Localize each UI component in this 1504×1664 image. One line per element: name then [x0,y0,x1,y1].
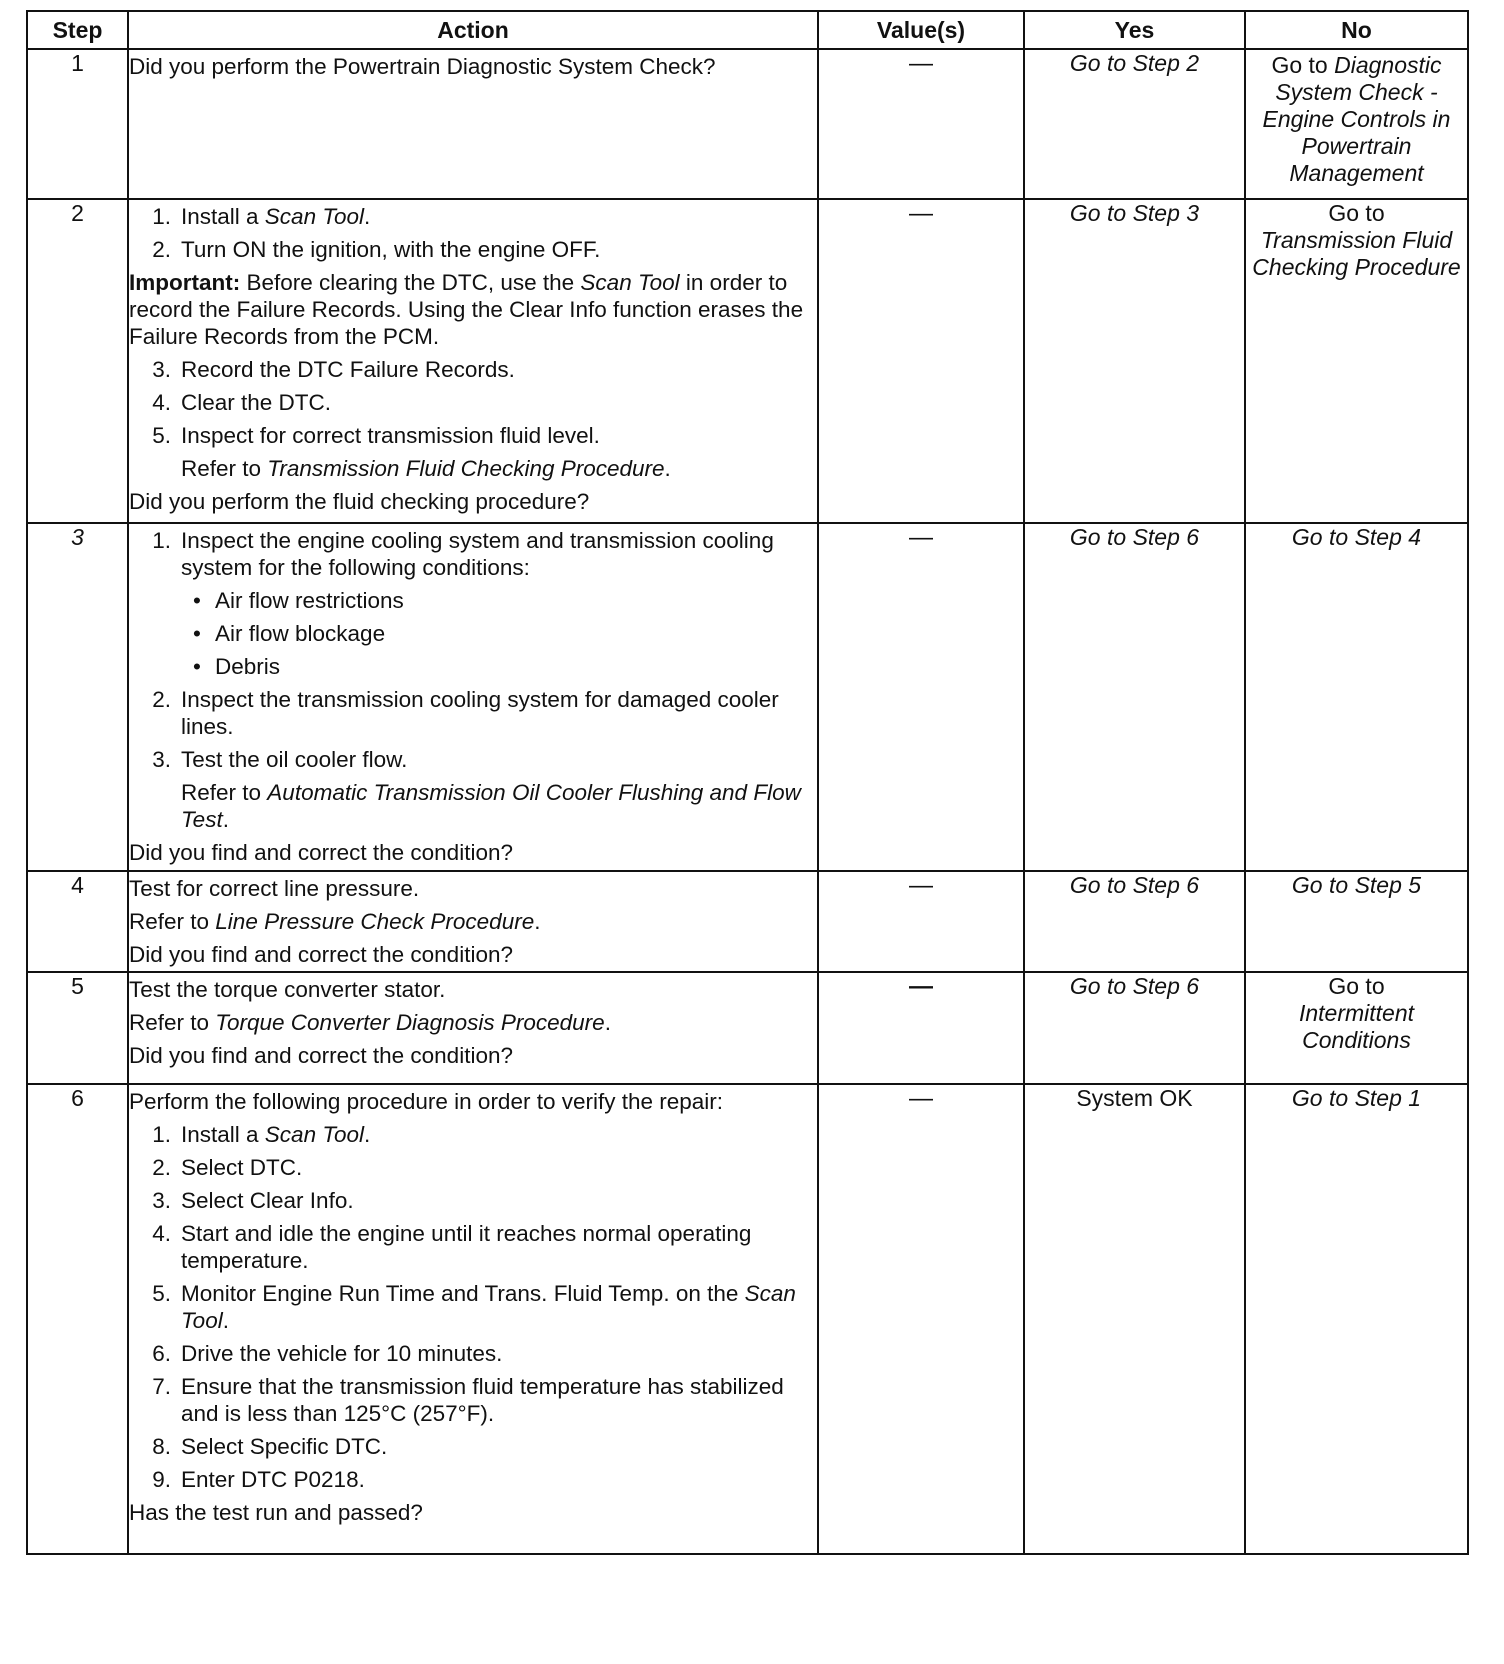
list-item: 3. Select Clear Info. [152,1188,354,1213]
reference-line: Refer to Automatic Transmission Oil Cooler Flushing and Flow Test. [181,780,801,832]
action-question: Did you perform the Powertrain Diagnostic System Check? [129,54,716,79]
header-values: Value(s) [818,11,1024,49]
list-item: 9. Enter DTC P0218. [152,1467,365,1492]
list-item: 1. Inspect the engine cooling system and transmission cooling system for the following conditions: [152,528,774,580]
header-row [27,11,1468,49]
value-cell: — [818,523,1024,871]
important-note: Important: Before clearing the DTC, use the Scan Tool in order to record the Failure Records. Using the Clear Info function erases the Failure Records from the PCM. [129,270,804,349]
action-cell [128,199,818,523]
no-cell: Go to Step 1 [1245,1084,1468,1554]
action-line: Test for correct line pressure. [129,876,420,901]
no-cell: Go to Step 5 [1245,871,1468,972]
list-item: 4. Clear the DTC. [152,390,332,415]
diagnostic-table [26,10,1469,1555]
table-row [27,523,1468,871]
list-item: 2. Inspect the transmission cooling system for damaged cooler lines. [152,687,779,739]
reference-line: Refer to Torque Converter Diagnosis Procedure. [129,1010,611,1035]
yes-cell: System OK [1024,1084,1245,1554]
reference-line: Refer to Transmission Fluid Checking Procedure. [181,456,671,481]
action-question: Has the test run and passed? [129,1500,423,1525]
value-cell: — [818,49,1024,199]
list-item: 1. Install a Scan Tool. [152,1122,371,1147]
action-cell [128,523,818,871]
table-row [27,871,1468,972]
action-cell [128,871,818,972]
value-cell: — [818,1084,1024,1554]
list-item: 4. Start and idle the engine until it reaches normal operating temperature. [152,1221,752,1273]
list-item: 5. Monitor Engine Run Time and Trans. Fluid Temp. on the Scan Tool. [152,1281,796,1333]
no-cell [1245,199,1468,523]
action-cell [128,1084,818,1554]
list-item: 7. Ensure that the transmission fluid temperature has stabilized and is less than 125°C (257°F). [152,1374,784,1426]
action-cell [128,972,818,1084]
yes-cell: Go to Step 3 [1024,199,1245,523]
list-item: 1. Install a Scan Tool. [152,204,371,229]
step-number: 2 [27,199,128,523]
list-item: 6. Drive the vehicle for 10 minutes. [152,1341,503,1366]
action-question: Did you find and correct the condition? [129,942,513,967]
action-question: Did you perform the fluid checking procedure? [129,489,590,514]
header-no: No [1245,11,1468,49]
no-cell: Go to Step 4 [1245,523,1468,871]
header-action: Action [128,11,818,49]
reference-line: Refer to Line Pressure Check Procedure. [129,909,541,934]
table-row [27,972,1468,1084]
yes-cell: Go to Step 6 [1024,871,1245,972]
step-number: 1 [27,49,128,199]
action-intro: Perform the following procedure in order to verify the repair: [129,1089,724,1114]
header-step: Step [27,11,128,49]
step-number: 6 [27,1084,128,1554]
list-item: 2. Select DTC. [152,1155,303,1180]
value-cell: — [818,199,1024,523]
action-question: Did you find and correct the condition? [129,1043,513,1068]
bullet-item: • Debris [193,654,281,679]
step-number: 3 [27,523,128,871]
bullet-item: • Air flow restrictions [193,588,404,613]
list-item: 3. Record the DTC Failure Records. [152,357,515,382]
action-line: Test the torque converter stator. [129,977,446,1002]
step-number: 5 [27,972,128,1084]
table-row [27,199,1468,523]
list-item: 3. Test the oil cooler flow. [152,747,408,772]
no-cell [1245,49,1468,199]
table-row [27,49,1468,199]
list-item: 8. Select Specific DTC. [152,1434,388,1459]
no-link: Transmission Fluid Checking Procedure [1252,227,1461,280]
action-cell [128,49,818,199]
no-prefix: Go to [1328,200,1385,226]
list-item: 5. Inspect for correct transmission fluid level. [152,423,600,448]
bullet-item: • Air flow blockage [193,621,386,646]
yes-cell: Go to Step 6 [1024,523,1245,871]
value-cell: — [818,871,1024,972]
value-cell: — [818,972,1024,1084]
no-prefix: Go to [1271,52,1328,78]
no-cell [1245,972,1468,1084]
step-number: 4 [27,871,128,972]
yes-cell: Go to Step 2 [1024,49,1245,199]
no-prefix: Go to [1328,973,1385,999]
action-question: Did you find and correct the condition? [129,840,513,865]
no-link: Diagnostic System Check - Engine Controls in Powertrain Management [1262,52,1451,186]
yes-cell: Go to Step 6 [1024,972,1245,1084]
list-item: 2. Turn ON the ignition, with the engine OFF. [152,237,601,262]
table-row [27,1084,1468,1554]
header-yes: Yes [1024,11,1245,49]
no-link: Intermittent Conditions [1298,1000,1415,1053]
